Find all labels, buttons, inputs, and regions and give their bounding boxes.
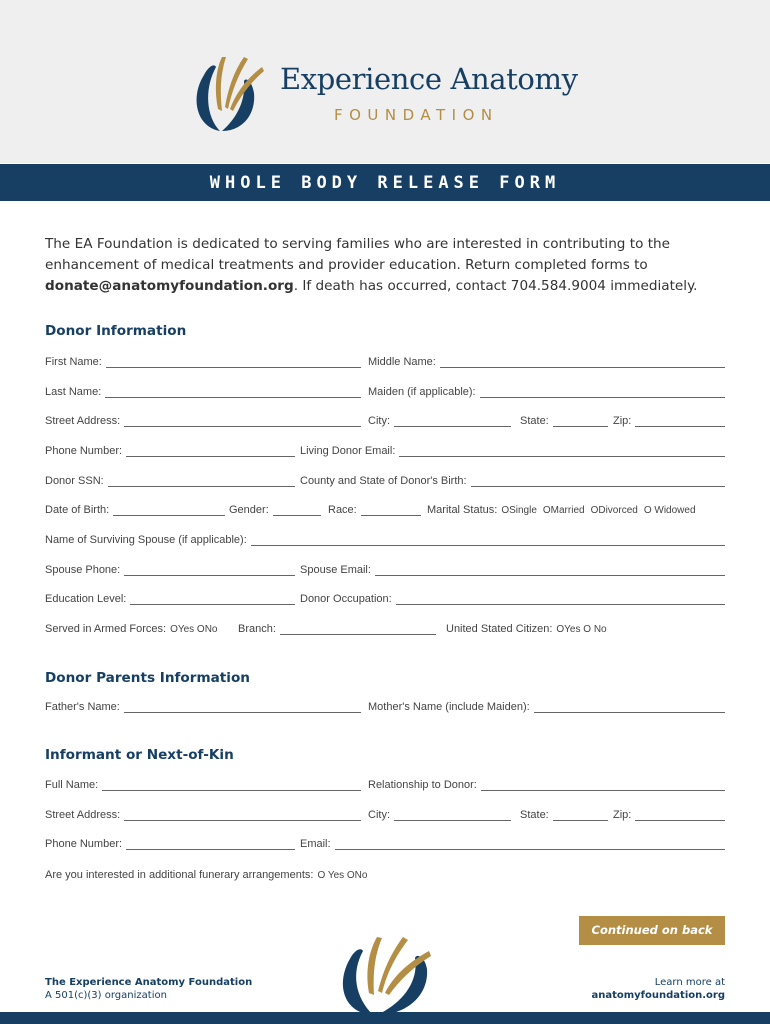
phone-field[interactable] bbox=[45, 445, 295, 457]
father-label: Father's Name: bbox=[45, 701, 120, 713]
informant-zip-label: Zip: bbox=[613, 809, 632, 821]
first-name-field[interactable] bbox=[45, 356, 361, 368]
city-blank[interactable] bbox=[394, 416, 511, 427]
last-name-blank[interactable] bbox=[105, 387, 361, 398]
branch-blank[interactable] bbox=[280, 624, 436, 635]
education-field[interactable] bbox=[45, 593, 295, 605]
street-blank[interactable] bbox=[124, 416, 361, 427]
informant-state-blank[interactable] bbox=[553, 810, 608, 821]
row-last-maiden bbox=[45, 386, 725, 402]
logo-subtitle: FOUNDATION bbox=[334, 106, 499, 124]
phone-label: Phone Number: bbox=[45, 445, 123, 457]
street-field[interactable] bbox=[45, 415, 361, 427]
form-title: WHOLE BODY RELEASE FORM bbox=[209, 173, 561, 193]
row-informant-contact bbox=[45, 838, 725, 854]
armed-forces-options[interactable]: OYes ONo bbox=[170, 624, 218, 635]
funeral-options[interactable]: O Yes ONo bbox=[317, 870, 368, 881]
marital-single-option[interactable]: OSingle bbox=[501, 505, 537, 516]
informant-email-field[interactable] bbox=[300, 838, 725, 850]
zip-field[interactable] bbox=[613, 415, 725, 427]
continued-on-back-button[interactable]: Continued on back bbox=[579, 916, 725, 945]
last-name-field[interactable] bbox=[45, 386, 361, 398]
first-name-blank[interactable] bbox=[106, 357, 361, 368]
intro-paragraph bbox=[45, 234, 735, 297]
row-education-occupation bbox=[45, 593, 725, 609]
row-informant-address bbox=[45, 809, 725, 825]
informant-street-field[interactable] bbox=[45, 809, 361, 821]
relationship-label: Relationship to Donor: bbox=[368, 779, 477, 791]
ssn-blank[interactable] bbox=[108, 476, 295, 487]
informant-zip-field[interactable] bbox=[613, 809, 725, 821]
informant-city-field[interactable] bbox=[368, 809, 511, 821]
race-blank[interactable] bbox=[361, 505, 421, 516]
mother-label: Mother's Name (include Maiden): bbox=[368, 701, 530, 713]
zip-label: Zip: bbox=[613, 415, 632, 427]
father-field[interactable] bbox=[45, 701, 361, 713]
middle-name-label: Middle Name: bbox=[368, 356, 436, 368]
middle-name-field[interactable] bbox=[368, 356, 725, 368]
birth-place-field[interactable] bbox=[300, 475, 725, 487]
row-funeral bbox=[45, 869, 725, 885]
row-dob-gender-race-marital bbox=[45, 504, 725, 520]
marital-status-field bbox=[427, 504, 725, 516]
donate-email-link[interactable]: donate@anatomyfoundation.org bbox=[45, 278, 294, 294]
spouse-email-field[interactable] bbox=[300, 564, 725, 576]
last-name-label: Last Name: bbox=[45, 386, 102, 398]
living-email-label: Living Donor Email: bbox=[300, 445, 396, 457]
ssn-label: Donor SSN: bbox=[45, 475, 104, 487]
funeral-field bbox=[45, 869, 725, 881]
maiden-label: Maiden (if applicable): bbox=[368, 386, 476, 398]
row-ssn-birth bbox=[45, 475, 725, 491]
spouse-email-blank[interactable] bbox=[375, 565, 725, 576]
footer-learn-more-text: Learn more at bbox=[654, 977, 725, 988]
mother-blank[interactable] bbox=[534, 702, 725, 713]
city-field[interactable] bbox=[368, 415, 511, 427]
spouse-email-label: Spouse Email: bbox=[300, 564, 371, 576]
row-informant-name bbox=[45, 779, 725, 795]
birth-place-label: County and State of Donor's Birth: bbox=[300, 475, 467, 487]
intro-contact-text: . If death has occurred, contact 704.584.9004 immediately. bbox=[293, 278, 698, 294]
informant-state-field[interactable] bbox=[520, 809, 608, 821]
row-parents bbox=[45, 701, 725, 717]
row-armed-forces bbox=[45, 623, 725, 639]
footer-org-name: The Experience Anatomy Foundation bbox=[45, 977, 253, 988]
informant-name-label: Full Name: bbox=[45, 779, 99, 791]
row-spouse-name bbox=[45, 534, 725, 550]
dob-field[interactable] bbox=[45, 504, 225, 516]
row-names bbox=[45, 356, 725, 372]
spouse-name-blank[interactable] bbox=[251, 535, 725, 546]
foundation-logo-icon bbox=[192, 53, 270, 133]
row-phone-email bbox=[45, 445, 725, 461]
living-email-field[interactable] bbox=[300, 445, 725, 457]
marital-divorced-option[interactable]: ODivorced bbox=[590, 505, 638, 516]
informant-heading: Informant or Next-of-Kin bbox=[45, 747, 234, 763]
spouse-name-field[interactable] bbox=[45, 534, 725, 546]
maiden-blank[interactable] bbox=[480, 387, 725, 398]
informant-street-label: Street Address: bbox=[45, 809, 121, 821]
informant-zip-blank[interactable] bbox=[635, 810, 725, 821]
middle-name-blank[interactable] bbox=[440, 357, 725, 368]
street-label: Street Address: bbox=[45, 415, 121, 427]
donor-info-heading: Donor Information bbox=[45, 323, 187, 339]
birth-place-blank[interactable] bbox=[471, 476, 725, 487]
mother-field[interactable] bbox=[368, 701, 725, 713]
education-label: Education Level: bbox=[45, 593, 127, 605]
education-blank[interactable] bbox=[130, 594, 295, 605]
relationship-field[interactable] bbox=[368, 779, 725, 791]
citizen-label: United Stated Citizen: bbox=[446, 623, 553, 635]
citizen-field bbox=[446, 623, 725, 635]
informant-phone-field[interactable] bbox=[45, 838, 295, 850]
intro-line-3 bbox=[45, 276, 735, 297]
parents-heading: Donor Parents Information bbox=[45, 670, 250, 686]
page-header bbox=[0, 0, 770, 163]
bottom-band bbox=[0, 1012, 770, 1024]
zip-blank[interactable] bbox=[635, 416, 725, 427]
informant-name-field[interactable] bbox=[45, 779, 361, 791]
spouse-phone-field[interactable] bbox=[45, 564, 295, 576]
citizen-options[interactable]: OYes O No bbox=[556, 624, 607, 635]
gender-label: Gender: bbox=[229, 504, 269, 516]
informant-name-blank[interactable] bbox=[102, 780, 361, 791]
armed-forces-label: Served in Armed Forces: bbox=[45, 623, 167, 635]
branch-field[interactable] bbox=[238, 623, 436, 635]
row-spouse-contact bbox=[45, 564, 725, 580]
footer-learn-more bbox=[591, 976, 725, 1002]
footer-logo-icon bbox=[333, 935, 439, 1015]
row-address bbox=[45, 415, 725, 431]
intro-line-1: The EA Foundation is dedicated to serving families who are interested in contributing to the bbox=[45, 236, 671, 252]
race-label: Race: bbox=[328, 504, 357, 516]
living-email-blank[interactable] bbox=[399, 446, 725, 457]
armed-forces-field bbox=[45, 623, 235, 635]
logo-title: Experience Anatomy bbox=[280, 62, 578, 96]
occupation-field[interactable] bbox=[300, 593, 725, 605]
father-blank[interactable] bbox=[124, 702, 361, 713]
informant-phone-label: Phone Number: bbox=[45, 838, 123, 850]
first-name-label: First Name: bbox=[45, 356, 102, 368]
state-label: State: bbox=[520, 415, 549, 427]
state-blank[interactable] bbox=[553, 416, 608, 427]
informant-email-blank[interactable] bbox=[335, 839, 725, 850]
footer-org-type: A 501(c)(3) organization bbox=[45, 990, 167, 1001]
maiden-field[interactable] bbox=[368, 386, 725, 398]
informant-city-blank[interactable] bbox=[394, 810, 511, 821]
gender-blank[interactable] bbox=[273, 505, 321, 516]
gender-field[interactable] bbox=[229, 504, 321, 516]
ssn-field[interactable] bbox=[45, 475, 295, 487]
branch-label: Branch: bbox=[238, 623, 276, 635]
dob-label: Date of Birth: bbox=[45, 504, 110, 516]
informant-phone-blank[interactable] bbox=[126, 839, 295, 850]
footer-organization bbox=[45, 976, 252, 1002]
intro-line-2: enhancement of medical treatments and provider education. Return completed forms to bbox=[45, 257, 648, 273]
informant-city-label: City: bbox=[368, 809, 390, 821]
state-field[interactable] bbox=[520, 415, 608, 427]
informant-street-blank[interactable] bbox=[124, 810, 361, 821]
race-field[interactable] bbox=[328, 504, 421, 516]
occupation-label: Donor Occupation: bbox=[300, 593, 392, 605]
phone-blank[interactable] bbox=[126, 446, 295, 457]
form-title-band bbox=[0, 164, 770, 201]
occupation-blank[interactable] bbox=[396, 594, 725, 605]
spouse-phone-label: Spouse Phone: bbox=[45, 564, 121, 576]
dob-blank[interactable] bbox=[113, 505, 225, 516]
relationship-blank[interactable] bbox=[481, 780, 725, 791]
spouse-name-label: Name of Surviving Spouse (if applicable): bbox=[45, 534, 247, 546]
informant-state-label: State: bbox=[520, 809, 549, 821]
footer-site-link[interactable]: anatomyfoundation.org bbox=[591, 990, 725, 1001]
informant-email-label: Email: bbox=[300, 838, 331, 850]
marital-married-option[interactable]: OMarried bbox=[542, 505, 585, 516]
spouse-phone-blank[interactable] bbox=[124, 565, 295, 576]
funeral-label: Are you interested in additional funerary arrangements: bbox=[45, 869, 314, 881]
marital-label: Marital Status: bbox=[427, 504, 498, 516]
marital-widowed-option[interactable]: O Widowed bbox=[643, 505, 696, 516]
city-label: City: bbox=[368, 415, 390, 427]
